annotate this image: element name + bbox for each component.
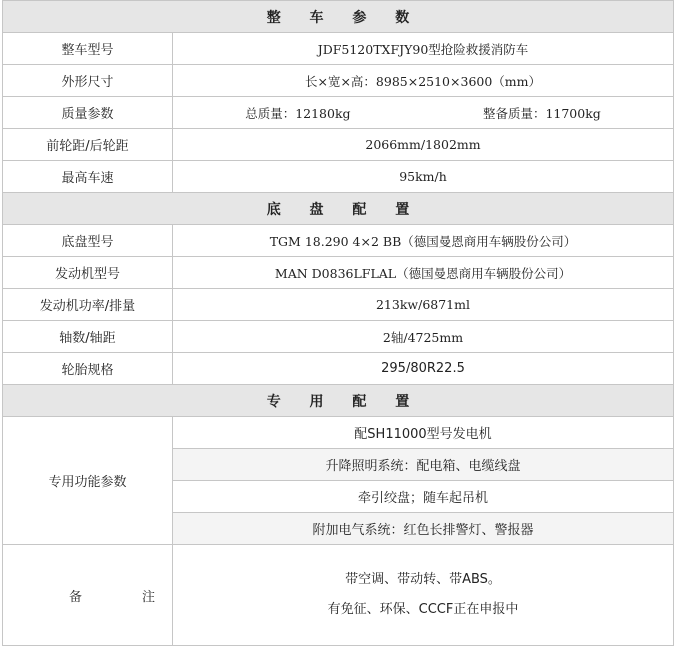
total-mass-value: 总质量：12180kg (245, 105, 351, 121)
table-row (3, 257, 674, 289)
param-value: 2轴/4725mm (173, 321, 674, 353)
param-value: 295/80R22.5 (173, 353, 674, 385)
param-label: 轴数/轴距 (3, 321, 173, 353)
table-row (3, 417, 674, 449)
param-value: 213kw/6871ml (173, 289, 674, 321)
table-row (3, 97, 674, 129)
remarks-content (173, 545, 674, 646)
special-item: 附加电气系统：红色长排警灯、警报器 (173, 513, 674, 545)
param-label: 底盘型号 (3, 225, 173, 257)
remarks-row (3, 545, 674, 646)
special-item: 牵引绞盘；随车起吊机 (173, 481, 674, 513)
param-value: 95km/h (173, 161, 674, 193)
table-row (3, 225, 674, 257)
section-title-vehicle: 整 车 参 数 (3, 1, 674, 33)
param-value: 长×宽×高：8985×2510×3600（mm） (173, 65, 674, 97)
special-function-label: 专用功能参数 (3, 417, 173, 545)
param-label: 整车型号 (3, 33, 173, 65)
param-value: 2066mm/1802mm (173, 129, 674, 161)
param-label: 前轮距/后轮距 (3, 129, 173, 161)
param-value: MAN D0836LFLAL（德国曼恩商用车辆股份公司） (173, 257, 674, 289)
section-header-vehicle (3, 1, 674, 33)
table-row (3, 33, 674, 65)
param-label: 发动机型号 (3, 257, 173, 289)
remark-line: 带空调、带动转、带ABS。 (345, 572, 501, 587)
curb-mass-value: 整备质量：11700kg (482, 105, 601, 121)
table-row (3, 65, 674, 97)
param-label: 发动机功率/排量 (3, 289, 173, 321)
param-value-split (173, 97, 674, 129)
table-row (3, 161, 674, 193)
section-header-chassis (3, 193, 674, 225)
special-item: 配SH11000型号发电机 (173, 417, 674, 449)
param-label: 轮胎规格 (3, 353, 173, 385)
special-item: 升降照明系统：配电箱、电缆线盘 (173, 449, 674, 481)
section-header-special (3, 385, 674, 417)
table-row (3, 353, 674, 385)
param-value: JDF5120TXFJY90型抢险救援消防车 (173, 33, 674, 65)
table-row (3, 321, 674, 353)
table-row (3, 289, 674, 321)
param-label: 最高车速 (3, 161, 173, 193)
remark-line: 有免征、环保、CCCF正在申报中 (327, 602, 519, 617)
table-row (3, 129, 674, 161)
spec-table (2, 0, 674, 646)
remarks-label: 备注 (3, 545, 173, 646)
section-title-special: 专 用 配 置 (3, 385, 674, 417)
param-value: TGM 18.290 4×2 BB（德国曼恩商用车辆股份公司） (173, 225, 674, 257)
section-title-chassis: 底 盘 配 置 (3, 193, 674, 225)
param-label: 质量参数 (3, 97, 173, 129)
param-label: 外形尺寸 (3, 65, 173, 97)
